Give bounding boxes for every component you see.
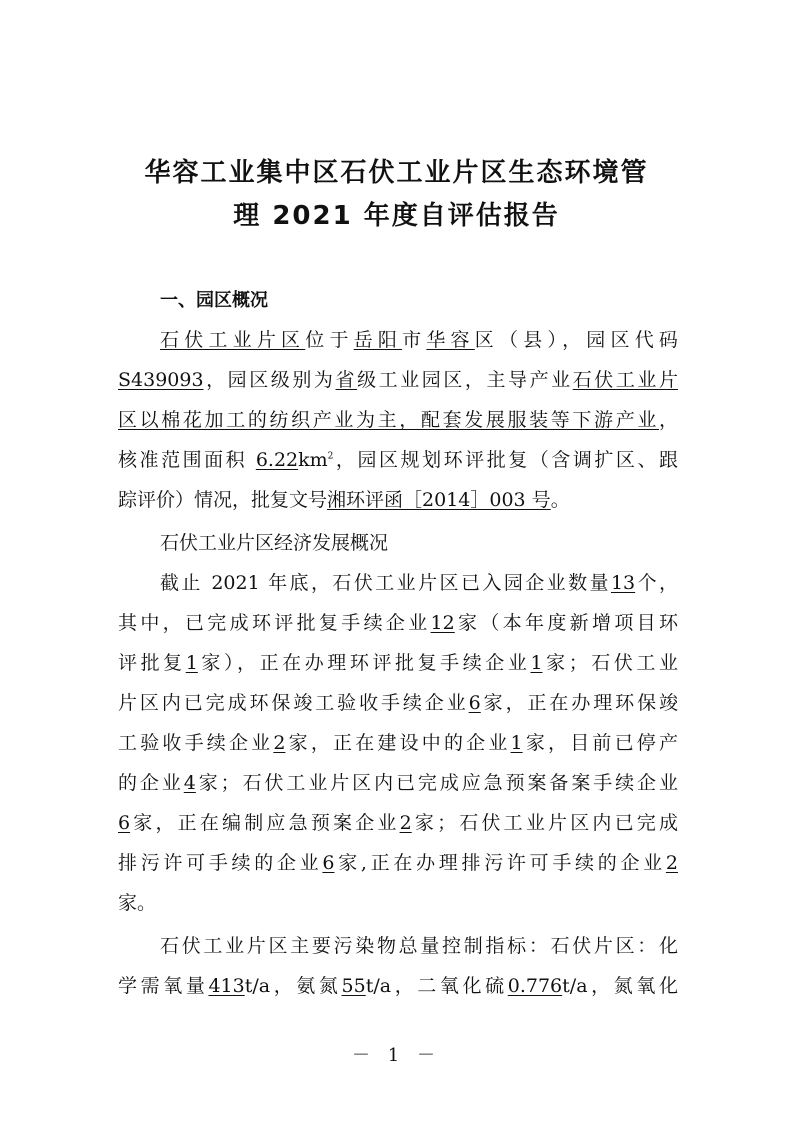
text-segment: 家），正在办理环评批复手续企业 (197, 652, 531, 674)
text-segment: 家；石伏工业片区内已完成 (411, 812, 678, 834)
emergency-plan-done-count: 6 (118, 812, 131, 834)
text-segment: 家（本年度新增项目环 (454, 612, 678, 634)
paragraph-line (118, 771, 678, 795)
leading-industry-cont: 区以棉花加工的纺织产业为主，配套发展服装等下游产业 (118, 409, 659, 431)
cod-limit: 413 (208, 975, 245, 997)
permit-in-progress-count: 2 (665, 852, 678, 874)
paragraph-line (118, 731, 678, 755)
paragraph-line (118, 408, 678, 432)
eia-new-count: 1 (185, 652, 198, 674)
text-segment: 评批复 (118, 652, 186, 674)
text-segment: 的企业 (118, 772, 184, 794)
text-segment: 核准范围面积 (118, 449, 256, 471)
leading-industry: 石伏工业片 (572, 369, 678, 391)
paragraph-line (118, 811, 678, 835)
paragraph-line (118, 448, 678, 472)
subheading-economic-overview: 石伏工业片区经济发展概况 (160, 532, 389, 554)
text-segment: t/a，二氧化硫 (365, 975, 508, 997)
city-name: 岳阳 (353, 329, 403, 351)
text-segment: 家，正在编制应急预案企业 (130, 812, 400, 834)
park-code: S439093 (118, 369, 204, 391)
acceptance-in-progress-count: 2 (273, 732, 286, 754)
page-number: － 1 － (352, 1045, 441, 1066)
text-segment: ，园区级别为 (203, 369, 336, 391)
paragraph-line (160, 328, 678, 352)
text-segment: 其中，已完成环评批复手续企业 (118, 612, 431, 634)
emergency-plan-in-progress-count: 2 (399, 812, 412, 834)
text-segment: 家，正在办理环保竣 (480, 692, 678, 714)
paragraph-line (118, 611, 678, 635)
ammonia-limit: 55 (341, 975, 366, 997)
under-construction-count: 1 (510, 732, 523, 754)
text-segment: 。 (550, 489, 570, 511)
text-segment: 市 (402, 329, 427, 351)
halted-count: 4 (183, 772, 196, 794)
approval-document-number: 湘环评函［2014］003 号 (327, 489, 551, 511)
permit-done-count: 6 (322, 852, 335, 874)
paragraph-line: 家。 (118, 892, 157, 914)
approved-area: 6.22 (255, 449, 299, 471)
district-name: 华容 (426, 329, 475, 351)
text-segment: 工验收手续企业 (118, 732, 274, 754)
paragraph-line (160, 571, 678, 595)
paragraph-line (118, 974, 678, 998)
eia-in-progress-count: 1 (530, 652, 543, 674)
area-unit: km (298, 449, 328, 471)
park-name: 石伏工业片区 (160, 329, 306, 351)
paragraph-line: 石伏工业片区主要污染物总量控制指标：石伏片区：化 (160, 935, 678, 957)
text-segment: ， (658, 409, 678, 431)
text-segment: 家；石伏工业片区内已完成应急预案备案手续企业 (195, 772, 678, 794)
text-segment: 家，正在建设中的企业 (285, 732, 511, 754)
text-segment: 区（县），园区代码 (474, 329, 678, 351)
text-segment: 截止 2021 年底，石伏工业片区已入园企业数量 (160, 572, 611, 594)
text-segment: 位于 (305, 329, 354, 351)
text-segment: t/a，氮氧化 (562, 975, 678, 997)
acceptance-done-count: 6 (468, 692, 481, 714)
so2-limit: 0.776 (507, 975, 563, 997)
park-level: 省 (335, 369, 358, 391)
text-segment: 级工业园区，主导产业 (357, 369, 573, 391)
text-segment: 踪评价）情况，批复文号 (118, 489, 328, 511)
text-segment: t/a，氨氮 (244, 975, 342, 997)
text-segment: ，园区规划环评批复（含调扩区、跟 (333, 449, 678, 471)
text-segment: 学需氧量 (118, 975, 209, 997)
text-segment: 家，目前已停产 (522, 732, 678, 754)
paragraph-line (118, 488, 678, 512)
eia-approved-count: 12 (430, 612, 455, 634)
enterprise-count: 13 (610, 572, 636, 594)
area-unit-superscript: 2 (327, 451, 334, 462)
text-segment: 家,正在办理排污许可手续的企业 (334, 852, 666, 874)
paragraph-line (118, 368, 678, 392)
text-segment: 个， (635, 572, 678, 594)
text-segment: 家；石伏工业 (542, 652, 678, 674)
paragraph-line (118, 851, 678, 875)
paragraph-line (118, 691, 678, 715)
paragraph-line (118, 651, 678, 675)
section-heading-park-overview: 一、园区概况 (160, 290, 268, 311)
text-segment: 片区内已完成环保竣工验收手续企业 (118, 692, 469, 714)
document-title-line-1: 华容工业集中区石伏工业片区生态环境管 (144, 158, 649, 188)
document-title-line-2: 理 2021 年度自评估报告 (233, 201, 560, 231)
text-segment: 排污许可手续的企业 (118, 852, 323, 874)
